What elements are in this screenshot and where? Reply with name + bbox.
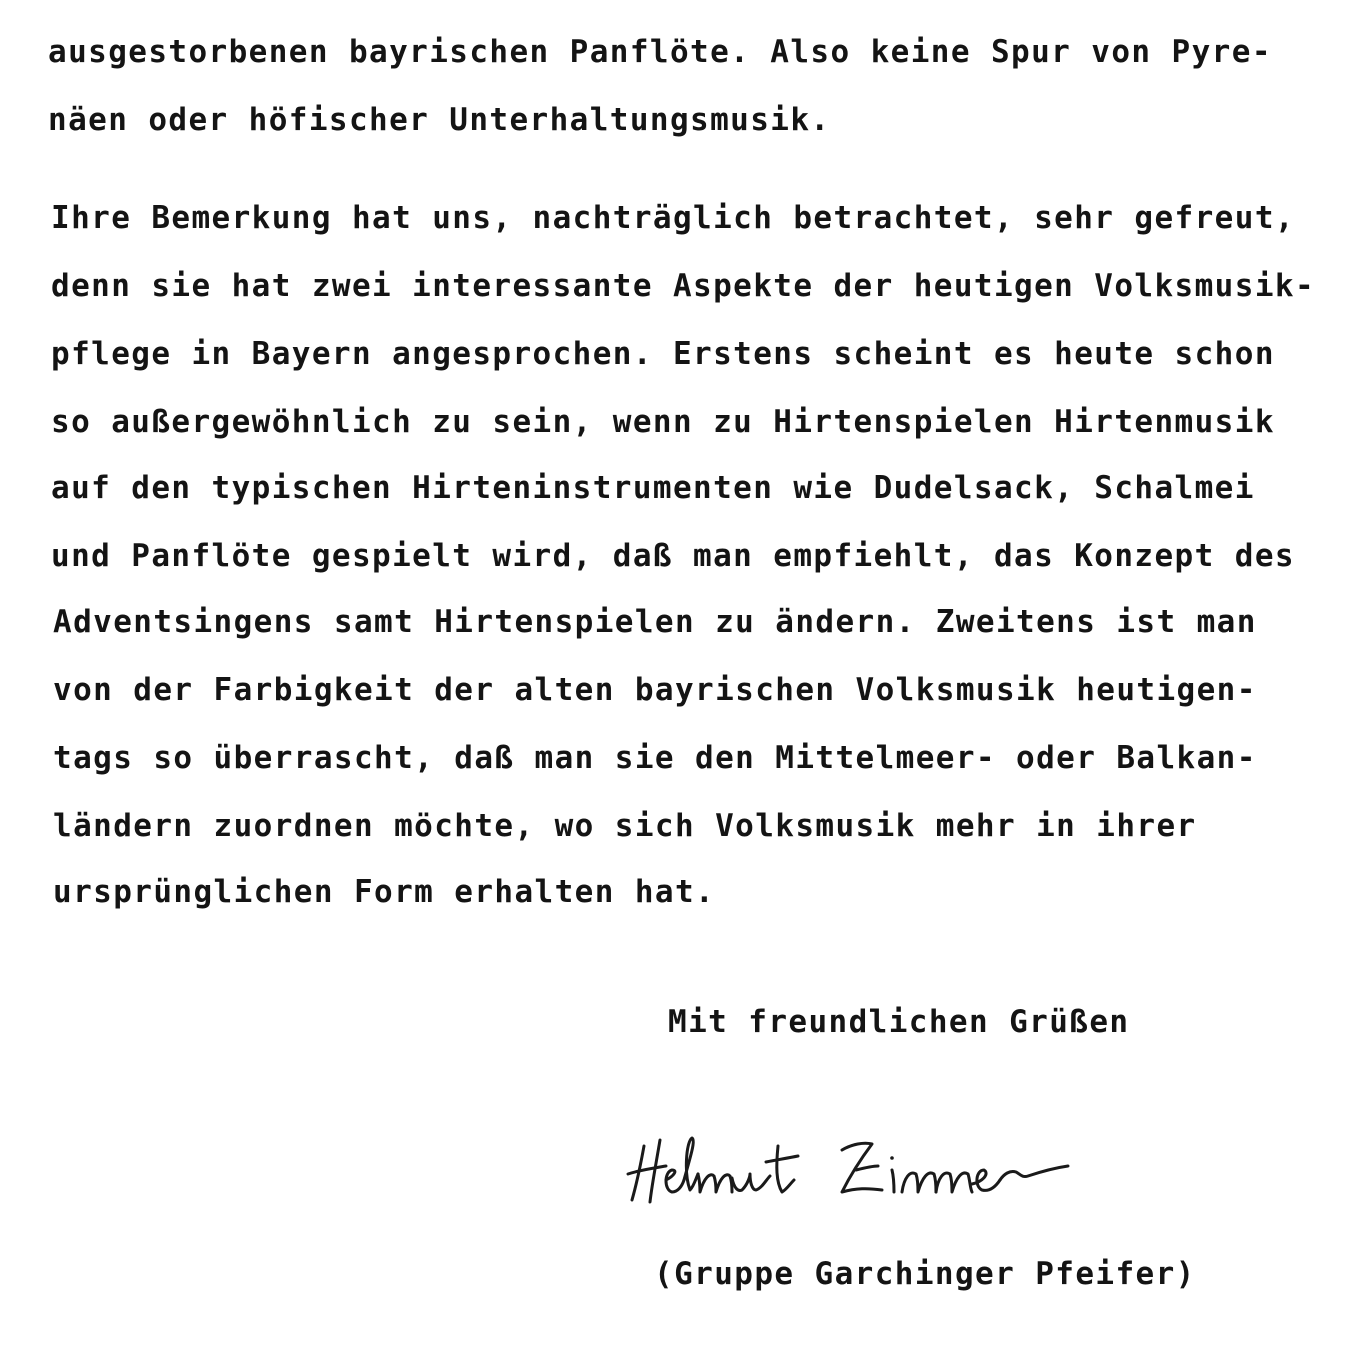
text-line: so außergewöhnlich zu sein, wenn zu Hirtenspielen Hirtenmusik <box>51 404 1275 440</box>
text-line: und Panflöte gespielt wird, daß man empfiehlt, das Konzept des <box>51 538 1295 574</box>
signatory-group: (Gruppe Garchinger Pfeifer) <box>654 1256 1196 1292</box>
handwritten-signature <box>620 1118 1090 1228</box>
text-line: ursprünglichen Form erhalten hat. <box>53 874 716 910</box>
text-line: auf den typischen Hirteninstrumenten wie Dudelsack, Schalmei <box>51 470 1255 506</box>
text-line: ausgestorbenen bayrischen Panflöte. Also keine Spur von Pyre- <box>48 34 1272 70</box>
text-line: näen oder höfischer Unterhaltungsmusik. <box>48 102 831 138</box>
text-line: pflege in Bayern angesprochen. Erstens scheint es heute schon <box>51 336 1275 372</box>
text-line: von der Farbigkeit der alten bayrischen Volksmusik heutigen- <box>53 672 1257 708</box>
text-line: tags so überrascht, daß man sie den Mittelmeer- oder Balkan- <box>53 740 1257 776</box>
closing-salutation: Mit freundlichen Grüßen <box>668 1004 1130 1040</box>
text-line: ländern zuordnen möchte, wo sich Volksmusik mehr in ihrer <box>53 808 1197 844</box>
text-line: Ihre Bemerkung hat uns, nachträglich betrachtet, sehr gefreut, <box>51 200 1295 236</box>
text-line: Adventsingens samt Hirtenspielen zu ändern. Zweitens ist man <box>53 604 1257 640</box>
text-line: denn sie hat zwei interessante Aspekte der heutigen Volksmusik- <box>51 268 1316 304</box>
